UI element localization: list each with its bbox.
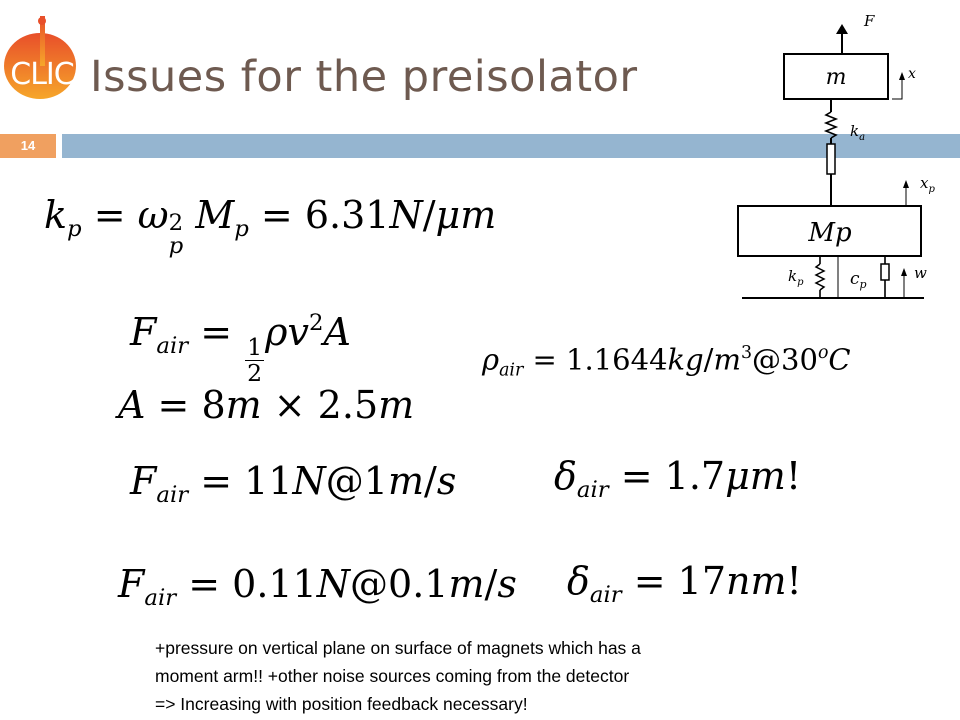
force-arrowhead bbox=[836, 24, 848, 34]
xp-label: $x_p$ bbox=[920, 174, 935, 195]
equation-delta-2: $\delta_{air} = 17nm$! bbox=[567, 559, 802, 608]
clic-logo bbox=[2, 14, 82, 100]
mass-m-label: m bbox=[825, 65, 847, 90]
x-arrowhead bbox=[899, 72, 905, 80]
logo-text: CLIC bbox=[10, 57, 74, 92]
mass-mp-label: Mp bbox=[808, 218, 852, 248]
cp-label: $c_p$ bbox=[850, 269, 867, 291]
w-arrow-line bbox=[896, 274, 904, 298]
equation-fair-formula: $F_{air}$ = $\frac{1}{2}$ $\rho v^2A$ bbox=[130, 309, 351, 388]
xp-arrow-line bbox=[892, 186, 906, 206]
note-line-2: moment arm!! +other noise sources coming from the detector bbox=[155, 666, 630, 686]
ka-damper bbox=[827, 144, 835, 174]
kp-spring bbox=[816, 264, 824, 290]
w-label: w bbox=[914, 264, 927, 282]
cp-damper bbox=[881, 264, 889, 280]
note-line-3: => Increasing with position feedback necessary! bbox=[155, 694, 528, 714]
x-arrow-line bbox=[892, 78, 902, 99]
w-arrowhead bbox=[901, 268, 907, 276]
slide-title: Issues for the preisolator bbox=[90, 52, 638, 102]
slide-number: 14 bbox=[0, 134, 56, 158]
xp-arrowhead bbox=[903, 180, 909, 188]
equation-rho-air: $\rho_{air}$ = $1.1644kg/m^3@30^oC$ bbox=[482, 342, 851, 381]
ka-label: $k_a$ bbox=[850, 122, 866, 143]
force-label: F bbox=[864, 12, 875, 30]
logo-dot bbox=[38, 17, 46, 25]
equation-fair-1ms: $F_{air}$ = 11N@1m/s bbox=[130, 459, 457, 508]
note-text bbox=[155, 634, 795, 718]
x-label: x bbox=[908, 66, 916, 82]
equation-fair-01ms: $F_{air}$ = 0.11N@0.1m/s bbox=[118, 562, 517, 611]
mass-spring-diagram bbox=[732, 6, 960, 306]
equation-area: A = 8m × 2.5m bbox=[118, 383, 415, 427]
note-line-1: +pressure on vertical plane on surface of magnets which has a bbox=[155, 638, 641, 658]
equation-delta-1: $\delta_{air} = 1.7\mu m$! bbox=[554, 454, 802, 503]
kp-label: $k_p$ bbox=[788, 267, 804, 288]
ka-spring bbox=[826, 112, 836, 138]
equation-kp: $k_p = \omega$ 2 p $M_p = 6.31N/\mu m$ bbox=[44, 193, 497, 260]
